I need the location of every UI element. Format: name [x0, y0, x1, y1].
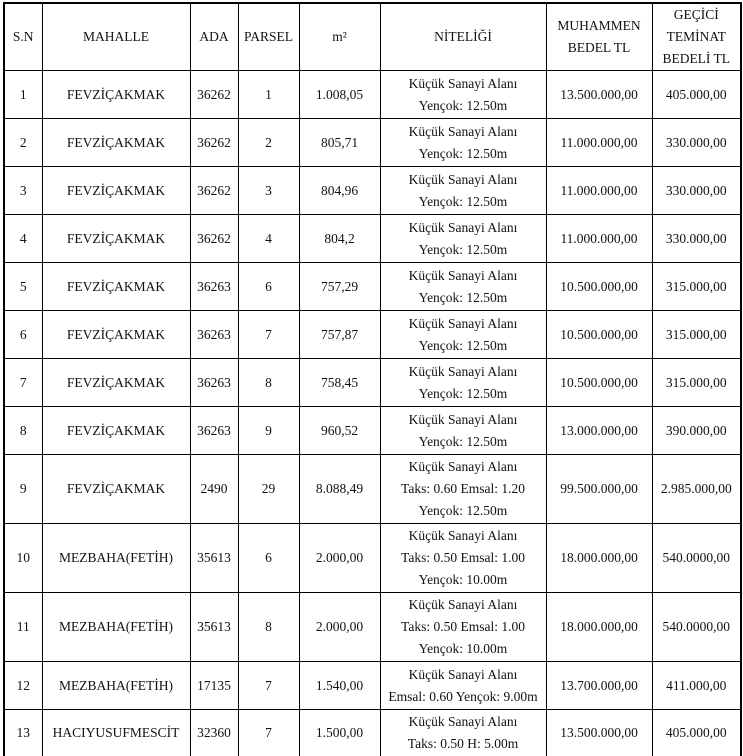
muhammen-bedel-cell: 13.000.000,00: [546, 407, 652, 455]
table-row: [4, 119, 741, 167]
col-header-niteligi: NİTELİĞİ: [380, 3, 546, 71]
area-m2-cell: 804,2: [299, 215, 380, 263]
ada-cell: 17135: [190, 662, 238, 710]
ada-cell: 2490: [190, 455, 238, 524]
muhammen-bedel-cell: 13.500.000,00: [546, 710, 652, 756]
col-header-m2: m²: [299, 3, 380, 71]
area-m2-cell: 805,71: [299, 119, 380, 167]
col-header-gecici-teminat: GEÇİCİ TEMİNAT BEDELİ TL: [652, 3, 741, 71]
niteligi-cell: [380, 71, 546, 119]
mahalle-cell: MEZBAHA(FETİH): [42, 662, 190, 710]
gecici-teminat-cell: 330.000,00: [652, 215, 741, 263]
area-m2-cell: 758,45: [299, 359, 380, 407]
niteligi-line: Yençok: 12.50m: [418, 193, 508, 209]
niteligi-line: Küçük Sanayi Alanı: [408, 171, 518, 187]
mahalle-cell: FEVZİÇAKMAK: [42, 119, 190, 167]
area-m2-cell: 1.500,00: [299, 710, 380, 756]
parsel-cell: 8: [238, 593, 299, 662]
sn-cell: 10: [4, 524, 42, 593]
gecici-teminat-cell: 315.000,00: [652, 311, 741, 359]
table-row: [4, 215, 741, 263]
niteligi-line: Yençok: 12.50m: [418, 97, 508, 113]
niteligi-cell: [380, 593, 546, 662]
table-row: [4, 710, 741, 756]
niteligi-line: Yençok: 12.50m: [418, 337, 508, 353]
niteligi-cell: [380, 311, 546, 359]
muhammen-bedel-cell: 10.500.000,00: [546, 263, 652, 311]
parsel-cell: 2: [238, 119, 299, 167]
auction-parcels-table: [3, 2, 742, 756]
gecici-teminat-cell: 315.000,00: [652, 359, 741, 407]
sn-cell: 4: [4, 215, 42, 263]
parsel-cell: 8: [238, 359, 299, 407]
niteligi-line: Taks: 0.50 Emsal: 1.00: [401, 550, 525, 565]
col-header-ada: ADA: [190, 3, 238, 71]
gecici-teminat-cell: 540.0000,00: [652, 593, 741, 662]
table-row: [4, 455, 741, 524]
mahalle-cell: FEVZİÇAKMAK: [42, 215, 190, 263]
muhammen-bedel-cell: 11.000.000,00: [546, 119, 652, 167]
mahalle-cell: FEVZİÇAKMAK: [42, 359, 190, 407]
muhammen-bedel-cell: 13.500.000,00: [546, 71, 652, 119]
niteligi-line: Yençok: 12.50m: [418, 433, 508, 449]
niteligi-cell: [380, 119, 546, 167]
ada-cell: 36263: [190, 263, 238, 311]
mahalle-cell: FEVZİÇAKMAK: [42, 71, 190, 119]
mahalle-cell: FEVZİÇAKMAK: [42, 167, 190, 215]
niteligi-line: Küçük Sanayi Alanı: [408, 75, 518, 91]
niteligi-line: Taks: 0.50 H: 5.00m: [407, 736, 519, 752]
niteligi-line: Yençok: 12.50m: [418, 385, 508, 401]
gecici-teminat-cell: 330.000,00: [652, 119, 741, 167]
parsel-cell: 4: [238, 215, 299, 263]
mahalle-cell: MEZBAHA(FETİH): [42, 593, 190, 662]
gecici-teminat-cell: 315.000,00: [652, 263, 741, 311]
ada-cell: 36263: [190, 311, 238, 359]
sn-cell: 1: [4, 71, 42, 119]
niteligi-line: Küçük Sanayi Alanı: [408, 411, 518, 427]
niteligi-line: Küçük Sanayi Alanı: [408, 315, 518, 331]
mahalle-cell: FEVZİÇAKMAK: [42, 407, 190, 455]
niteligi-line: Yençok: 10.00m: [418, 572, 508, 587]
gecici-teminat-cell: 390.000,00: [652, 407, 741, 455]
col-header-sn: S.N: [4, 3, 42, 71]
ada-cell: 32360: [190, 710, 238, 756]
niteligi-line: Yençok: 10.00m: [418, 641, 508, 656]
table-row: [4, 263, 741, 311]
niteligi-line: Küçük Sanayi Alanı: [408, 528, 518, 543]
area-m2-cell: 1.540,00: [299, 662, 380, 710]
mahalle-cell: FEVZİÇAKMAK: [42, 263, 190, 311]
ada-cell: 35613: [190, 593, 238, 662]
table-row: [4, 311, 741, 359]
area-m2-cell: 757,29: [299, 263, 380, 311]
niteligi-line: Küçük Sanayi Alanı: [408, 219, 518, 235]
ada-cell: 36263: [190, 407, 238, 455]
niteligi-line: Yençok: 12.50m: [418, 503, 508, 518]
sn-cell: 7: [4, 359, 42, 407]
sn-cell: 11: [4, 593, 42, 662]
sn-cell: 2: [4, 119, 42, 167]
parsel-cell: 6: [238, 263, 299, 311]
muhammen-bedel-cell: 11.000.000,00: [546, 215, 652, 263]
table-row: [4, 593, 741, 662]
ada-cell: 36262: [190, 167, 238, 215]
sn-cell: 9: [4, 455, 42, 524]
area-m2-cell: 2.000,00: [299, 524, 380, 593]
gecici-teminat-cell: 405.000,00: [652, 710, 741, 756]
gecici-teminat-cell: 330.000,00: [652, 167, 741, 215]
gecici-teminat-cell: 540.0000,00: [652, 524, 741, 593]
niteligi-cell: [380, 167, 546, 215]
area-m2-cell: 1.008,05: [299, 71, 380, 119]
area-m2-cell: 757,87: [299, 311, 380, 359]
niteligi-line: Küçük Sanayi Alanı: [408, 123, 518, 139]
ada-cell: 36263: [190, 359, 238, 407]
col-header-parsel: PARSEL: [238, 3, 299, 71]
gecici-teminat-cell: 405.000,00: [652, 71, 741, 119]
niteligi-line: Küçük Sanayi Alanı: [408, 666, 518, 682]
gecici-teminat-cell: 2.985.000,00: [652, 455, 741, 524]
niteligi-line: Yençok: 12.50m: [418, 241, 508, 257]
parsel-cell: 7: [238, 710, 299, 756]
ada-cell: 36262: [190, 71, 238, 119]
muhammen-bedel-cell: 10.500.000,00: [546, 359, 652, 407]
niteligi-line: Küçük Sanayi Alanı: [408, 267, 518, 283]
niteligi-cell: [380, 524, 546, 593]
table-row: [4, 71, 741, 119]
sn-cell: 13: [4, 710, 42, 756]
parsel-cell: 1: [238, 71, 299, 119]
niteligi-cell: [380, 662, 546, 710]
niteligi-cell: [380, 455, 546, 524]
area-m2-cell: 2.000,00: [299, 593, 380, 662]
parsel-cell: 29: [238, 455, 299, 524]
muhammen-bedel-cell: 10.500.000,00: [546, 311, 652, 359]
sn-cell: 5: [4, 263, 42, 311]
niteligi-line: Yençok: 12.50m: [418, 145, 508, 161]
niteligi-line: Taks: 0.50 Emsal: 1.00: [401, 619, 525, 634]
gecici-teminat-cell: 411.000,00: [652, 662, 741, 710]
table-row: [4, 407, 741, 455]
muhammen-bedel-cell: 11.000.000,00: [546, 167, 652, 215]
sn-cell: 3: [4, 167, 42, 215]
niteligi-cell: [380, 407, 546, 455]
niteligi-line: Küçük Sanayi Alanı: [408, 459, 518, 474]
niteligi-line: Küçük Sanayi Alanı: [408, 363, 518, 379]
mahalle-cell: MEZBAHA(FETİH): [42, 524, 190, 593]
table-row: [4, 662, 741, 710]
table-row: [4, 167, 741, 215]
sn-cell: 8: [4, 407, 42, 455]
ada-cell: 35613: [190, 524, 238, 593]
table-row: [4, 359, 741, 407]
niteligi-cell: [380, 263, 546, 311]
niteligi-cell: [380, 710, 546, 756]
table-body: [4, 71, 741, 756]
table-row: [4, 524, 741, 593]
sn-cell: 12: [4, 662, 42, 710]
muhammen-bedel-cell: 99.500.000,00: [546, 455, 652, 524]
niteligi-line: Küçük Sanayi Alanı: [408, 714, 518, 730]
mahalle-cell: FEVZİÇAKMAK: [42, 455, 190, 524]
sn-cell: 6: [4, 311, 42, 359]
col-header-muhammen-bedel: MUHAMMEN BEDEL TL: [546, 3, 652, 71]
muhammen-bedel-cell: 18.000.000,00: [546, 593, 652, 662]
parsel-cell: 6: [238, 524, 299, 593]
mahalle-cell: FEVZİÇAKMAK: [42, 311, 190, 359]
area-m2-cell: 8.088,49: [299, 455, 380, 524]
ada-cell: 36262: [190, 119, 238, 167]
area-m2-cell: 960,52: [299, 407, 380, 455]
niteligi-cell: [380, 215, 546, 263]
niteligi-line: Taks: 0.60 Emsal: 1.20: [401, 481, 525, 496]
parsel-cell: 3: [238, 167, 299, 215]
parsel-cell: 9: [238, 407, 299, 455]
muhammen-bedel-cell: 13.700.000,00: [546, 662, 652, 710]
header-row: [4, 3, 741, 71]
niteligi-cell: [380, 359, 546, 407]
mahalle-cell: HACIYUSUFMESCİT: [42, 710, 190, 756]
parsel-cell: 7: [238, 662, 299, 710]
ada-cell: 36262: [190, 215, 238, 263]
col-header-mahalle: MAHALLE: [42, 3, 190, 71]
area-m2-cell: 804,96: [299, 167, 380, 215]
parsel-cell: 7: [238, 311, 299, 359]
niteligi-line: Emsal: 0.60 Yençok: 9.00m: [388, 688, 538, 704]
muhammen-bedel-cell: 18.000.000,00: [546, 524, 652, 593]
niteligi-line: Küçük Sanayi Alanı: [408, 597, 518, 612]
niteligi-line: Yençok: 12.50m: [418, 289, 508, 305]
